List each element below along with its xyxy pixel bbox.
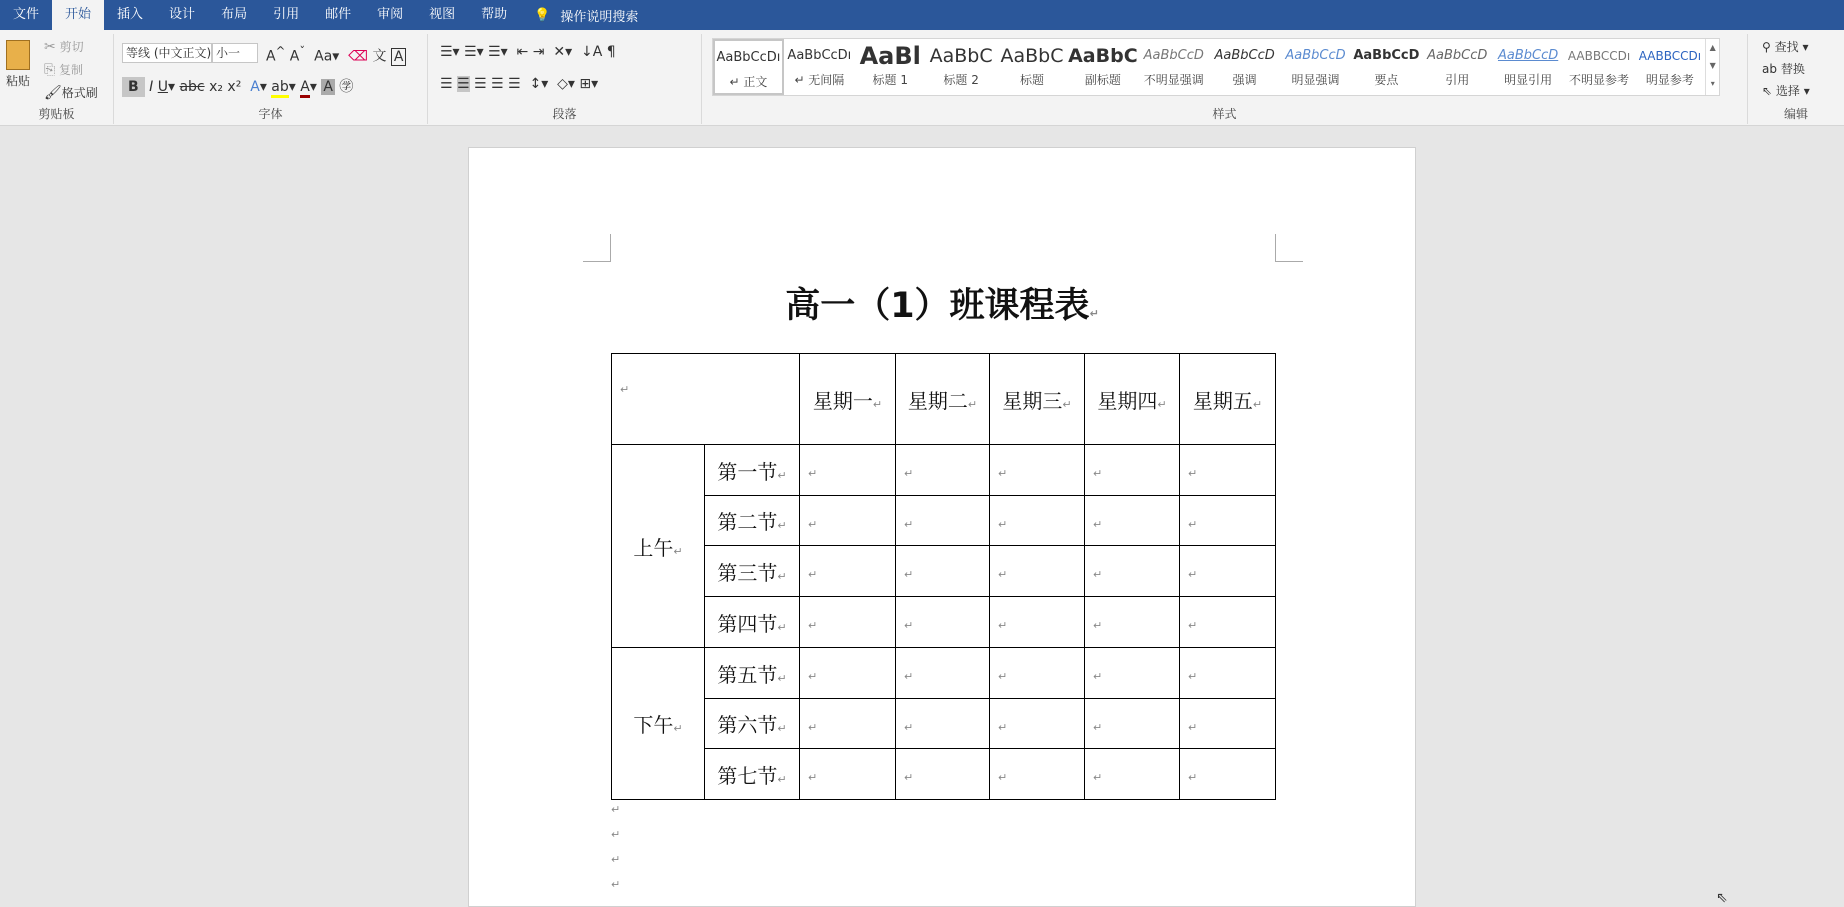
empty-paragraph[interactable]: ↵ bbox=[611, 828, 621, 841]
style-heading-1[interactable]: AaBl 标题 1 bbox=[859, 42, 921, 87]
list-buttons[interactable]: ☰▾ ☰▾ ☰▾ ⇤ ⇥ ✕▾ ↓A ¶ bbox=[440, 44, 616, 60]
paste-button[interactable]: 粘贴 bbox=[6, 40, 30, 89]
style-emphasis[interactable]: AaBbCcD 强调 bbox=[1214, 48, 1275, 87]
schedule-cell[interactable]: ↵ bbox=[1180, 597, 1276, 648]
afternoon-cell[interactable]: 下午↵ bbox=[612, 648, 705, 800]
select-button[interactable]: ⇖ 选择 ▾ bbox=[1762, 84, 1810, 98]
day-header[interactable]: 星期四↵ bbox=[1085, 354, 1180, 445]
day-header[interactable]: 星期二↵ bbox=[896, 354, 990, 445]
styles-label: 样式 bbox=[1212, 107, 1237, 121]
style-intense-reference[interactable]: AABBCCDı 明显参考 bbox=[1638, 49, 1702, 87]
editing-group bbox=[1748, 34, 1844, 124]
schedule-cell[interactable]: ↵ bbox=[1180, 496, 1276, 546]
cursor-icon: ⇖ bbox=[1762, 84, 1773, 98]
schedule-cell[interactable]: ↵ bbox=[1085, 699, 1180, 749]
styles-gallery bbox=[712, 38, 1720, 96]
tab-references[interactable]: 引用 bbox=[273, 7, 300, 22]
tab-design[interactable]: 设计 bbox=[169, 7, 196, 22]
clipboard-icon bbox=[6, 40, 30, 70]
find-button[interactable]: ⚲ 查找 ▾ bbox=[1762, 40, 1809, 54]
font-group bbox=[114, 34, 428, 124]
empty-paragraph[interactable]: ↵ bbox=[611, 853, 621, 866]
period-row bbox=[612, 546, 1276, 597]
schedule-cell[interactable]: ↵ bbox=[1085, 648, 1180, 699]
alignment-buttons[interactable]: ☰ ☰ ☰ ☰ ☰ ↕▾ ◇▾ ⊞▾ bbox=[440, 76, 599, 92]
schedule-cell[interactable]: ↵ bbox=[896, 597, 990, 648]
schedule-cell[interactable]: ↵ bbox=[800, 648, 896, 699]
tab-insert[interactable]: 插入 bbox=[117, 7, 144, 22]
schedule-cell[interactable]: ↵ bbox=[800, 699, 896, 749]
schedule-cell[interactable]: ↵ bbox=[990, 699, 1085, 749]
clipboard-group bbox=[0, 34, 114, 124]
schedule-cell[interactable]: ↵ bbox=[990, 648, 1085, 699]
period-row bbox=[612, 445, 1276, 496]
schedule-cell[interactable]: ↵ bbox=[896, 749, 990, 800]
day-header[interactable]: 星期五↵ bbox=[1180, 354, 1276, 445]
style-intense-emphasis[interactable]: AaBbCcD 明显强调 bbox=[1285, 48, 1346, 87]
schedule-cell[interactable]: ↵ bbox=[1180, 648, 1276, 699]
schedule-cell[interactable]: ↵ bbox=[800, 546, 896, 597]
schedule-cell[interactable]: ↵ bbox=[990, 445, 1085, 496]
tell-me-search[interactable]: 💡 操作说明搜索 bbox=[534, 7, 639, 25]
scissors-icon: ✂ bbox=[44, 39, 56, 55]
period-row bbox=[612, 648, 1276, 699]
morning-cell[interactable]: 上午↵ bbox=[612, 445, 705, 648]
schedule-cell[interactable]: ↵ bbox=[896, 648, 990, 699]
brush-icon: 🖌 bbox=[44, 85, 62, 101]
schedule-cell[interactable]: ↵ bbox=[800, 597, 896, 648]
period-cell[interactable]: 第一节↵ bbox=[705, 445, 800, 496]
font-label: 字体 bbox=[258, 107, 283, 121]
period-cell[interactable]: 第五节↵ bbox=[705, 648, 800, 699]
crop-mark bbox=[1275, 234, 1303, 262]
schedule-cell[interactable]: ↵ bbox=[800, 445, 896, 496]
style-heading-2[interactable]: AaBbC 标题 2 bbox=[929, 45, 993, 87]
style-subtitle[interactable]: AaBbC 副标题 bbox=[1068, 45, 1138, 87]
empty-paragraph[interactable]: ↵ bbox=[611, 803, 621, 816]
tab-review[interactable]: 审阅 bbox=[377, 7, 404, 22]
day-header[interactable]: 星期一↵ bbox=[800, 354, 896, 445]
font-size-buttons[interactable]: A^ $A^ˇ$ Aa▾ ⌫ 文 A bbox=[266, 44, 406, 66]
schedule-cell[interactable]: ↵ bbox=[990, 597, 1085, 648]
schedule-cell[interactable]: ↵ bbox=[1085, 445, 1180, 496]
period-cell[interactable]: 第七节↵ bbox=[705, 749, 800, 800]
crop-mark bbox=[583, 234, 611, 262]
header-row bbox=[612, 354, 1276, 445]
tab-layout[interactable]: 布局 bbox=[221, 7, 248, 22]
schedule-cell[interactable]: ↵ bbox=[896, 699, 990, 749]
period-row bbox=[612, 699, 1276, 749]
copy-icon: ⎘ bbox=[44, 62, 56, 78]
schedule-cell[interactable]: ↵ bbox=[990, 496, 1085, 546]
font-name-select[interactable]: 等线 (中文正文) bbox=[122, 43, 212, 63]
schedule-cell[interactable]: ↵ bbox=[1085, 597, 1180, 648]
tab-home[interactable]: 开始 bbox=[52, 0, 104, 30]
font-size-select[interactable]: 小一 bbox=[212, 43, 258, 63]
tab-help[interactable]: 帮助 bbox=[481, 7, 508, 22]
schedule-cell[interactable]: ↵ bbox=[1180, 445, 1276, 496]
schedule-cell[interactable]: ↵ bbox=[1180, 546, 1276, 597]
schedule-cell[interactable]: ↵ bbox=[1180, 749, 1276, 800]
style-subtle-emphasis[interactable]: AaBbCcD 不明显强调 bbox=[1143, 48, 1204, 87]
schedule-cell[interactable]: ↵ bbox=[800, 749, 896, 800]
search-icon: ⚲ bbox=[1762, 40, 1771, 54]
document-title: 高一（1）班课程表↵ bbox=[785, 286, 1099, 326]
day-header[interactable]: 星期三↵ bbox=[990, 354, 1085, 445]
period-row bbox=[612, 496, 1276, 546]
schedule-cell[interactable]: ↵ bbox=[896, 445, 990, 496]
period-cell[interactable]: 第三节↵ bbox=[705, 546, 800, 597]
tab-view[interactable]: 视图 bbox=[429, 7, 456, 22]
schedule-cell[interactable]: ↵ bbox=[990, 546, 1085, 597]
period-cell[interactable]: 第六节↵ bbox=[705, 699, 800, 749]
document-page[interactable] bbox=[468, 147, 1416, 907]
schedule-cell[interactable]: ↵ bbox=[1085, 749, 1180, 800]
styles-scroll[interactable]: ▲ ▼ ▾ bbox=[1705, 39, 1719, 95]
schedule-cell[interactable]: ↵ bbox=[896, 496, 990, 546]
editing-label: 编辑 bbox=[1783, 107, 1808, 121]
period-row bbox=[612, 597, 1276, 648]
ribbon-tabs bbox=[0, 0, 1844, 30]
empty-paragraph[interactable]: ↵ bbox=[611, 878, 621, 891]
style-quote[interactable]: AaBbCcD 引用 bbox=[1427, 48, 1488, 87]
schedule-cell[interactable]: ↵ bbox=[1085, 496, 1180, 546]
cut-button[interactable]: ✂ 剪切 bbox=[44, 39, 84, 55]
paragraph-group bbox=[428, 34, 702, 124]
style-normal[interactable]: AaBbCcDı ↵ 正文 bbox=[713, 39, 784, 95]
style-subtle-reference[interactable]: AABBCCDı 不明显参考 bbox=[1567, 49, 1631, 87]
schedule-cell[interactable]: ↵ bbox=[1085, 546, 1180, 597]
replace-button[interactable]: ab 替换 bbox=[1762, 62, 1805, 76]
lightbulb-icon: 💡 bbox=[534, 7, 551, 23]
clipboard-label: 剪贴板 bbox=[38, 107, 75, 121]
paragraph-label: 段落 bbox=[552, 107, 577, 121]
period-row bbox=[612, 749, 1276, 800]
period-cell[interactable]: 第二节↵ bbox=[705, 496, 800, 546]
style-strong[interactable]: AaBbCcD 要点 bbox=[1353, 48, 1420, 87]
schedule-cell[interactable]: ↵ bbox=[990, 749, 1085, 800]
mouse-cursor-icon: ⇖ bbox=[1716, 890, 1728, 906]
schedule-cell[interactable]: ↵ bbox=[896, 546, 990, 597]
style-no-spacing[interactable]: AaBbCcDı ↵ 无间隔 bbox=[787, 48, 852, 87]
style-title[interactable]: AaBbC 标题 bbox=[1000, 45, 1064, 87]
corner-cell[interactable]: ↵ bbox=[612, 354, 800, 445]
schedule-table[interactable] bbox=[611, 353, 1276, 800]
period-cell[interactable]: 第四节↵ bbox=[705, 597, 800, 648]
font-format-buttons[interactable]: B I U▾ abc x₂ x² A▾ ab▾ A▾ A ㊫ bbox=[122, 76, 353, 96]
replace-icon: ab bbox=[1762, 62, 1777, 76]
tab-file[interactable]: 文件 bbox=[13, 7, 40, 22]
schedule-cell[interactable]: ↵ bbox=[1180, 699, 1276, 749]
style-intense-quote[interactable]: AaBbCcD 明显引用 bbox=[1497, 48, 1559, 87]
copy-button[interactable]: ⎘ 复制 bbox=[44, 62, 84, 78]
tab-mailings[interactable]: 邮件 bbox=[325, 7, 352, 22]
format-painter-button[interactable]: 🖌格式刷 bbox=[44, 85, 98, 101]
schedule-cell[interactable]: ↵ bbox=[800, 496, 896, 546]
